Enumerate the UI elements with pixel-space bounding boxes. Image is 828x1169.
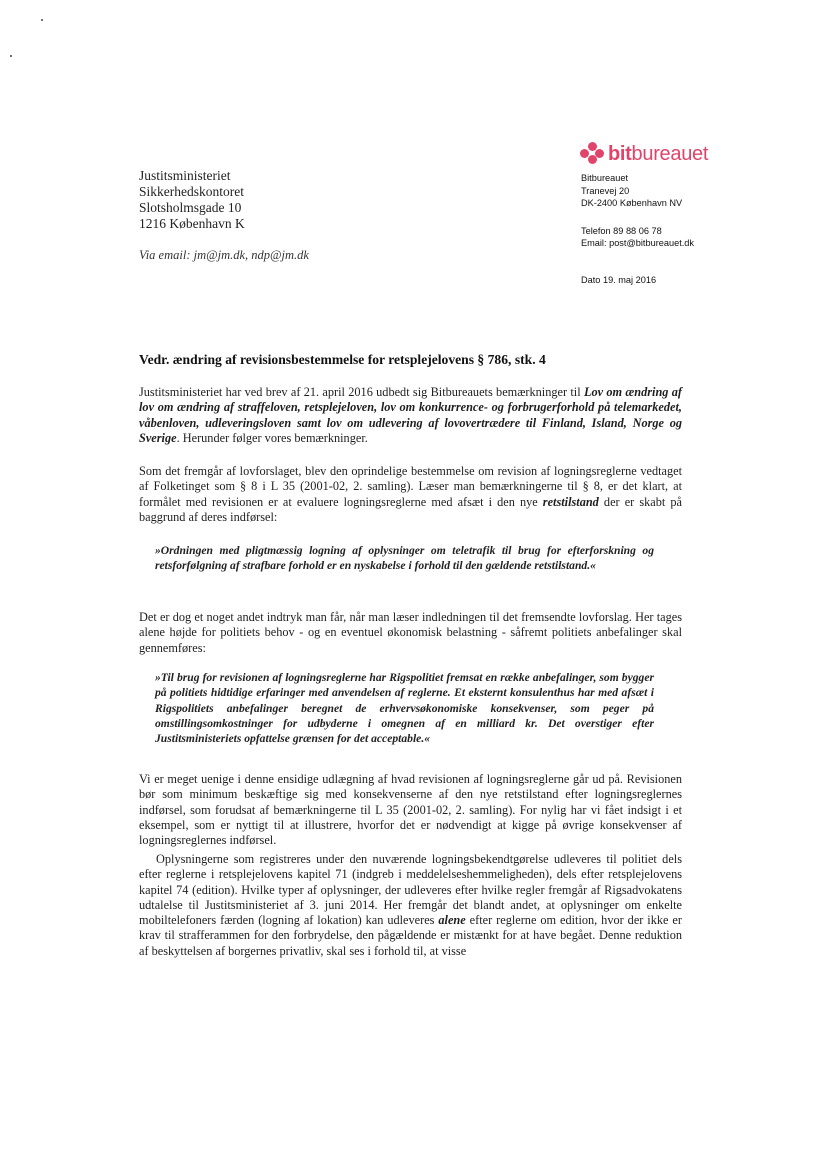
quote-1: »Ordningen med pligtmæssig logning af oplysninger om teletrafik til brug for efterforskning og retsforfølgning af strafbare forhold er en nyskabelse i forhold til den gældende retstilstand.« <box>155 544 654 573</box>
scan-speck <box>41 19 43 21</box>
sender-street: Tranevej 20 <box>581 185 630 196</box>
recipient-line: Sikkerhedskontoret <box>139 184 244 199</box>
sender-email: Email: post@bitbureauet.dk <box>581 238 694 249</box>
sender-name: Bitbureauet <box>581 173 628 183</box>
paragraph-2: Som det fremgår af lovforslaget, blev den oprindelige bestemmelse om revision af logningsreglerne vedtaget af Folketinget som § 8 i L 35 (2001-02, 2. samling). Læser man bemærkningerne til § 8, er det klart, at formålet med revisionen er at evaluere logningsreglerne med afsæt i den nye retstilstand der er skabt på baggrund af deres indførsel: <box>139 464 682 524</box>
paragraph-4: Vi er meget uenige i denne ensidige udlægning af hvad revisionen af logningsreglerne går ud på. Revisionen bør som minimum beskæftige sig med konsekvenserne af den nye retstilstand efter logningsreglernes indførsel, som forudsat af bemærkningerne til L 35 (2001-02, 2. samling). For nylig har vi fået indsigt i et eksempel, som er nyttigt til at illustrere, hvorfor det er nødvendigt at kigge på øvrige konsekvenser af logningsreglernes indførsel. <box>139 772 682 848</box>
sender-city: DK-2400 København NV <box>581 198 683 209</box>
recipient-line: 1216 København K <box>139 216 245 231</box>
letter-heading: Vedr. ændring af revisionsbestemmelse for retsplejelovens § 786, stk. 4 <box>139 352 546 367</box>
letter-date: Dato 19. maj 2016 <box>581 275 657 285</box>
paragraph-3: Det er dog et noget andet indtryk man får, når man læser indledningen til det fremsendte lovforslag. Her tages alene højde for politiets behov - og en eventuel økonomisk belastning - såfremt politiets anbefalinger skal gennemføres: <box>139 610 682 655</box>
scan-speck <box>10 55 12 57</box>
paragraph-5: Oplysningerne som registreres under den nuværende logningsbekendtgørelse udleveres til politiet dels efter reglerne i retsplejelovens kapitel 71 (indgreb i meddelelseshemmeligheden), dels efter retsplejelovens kapitel 74 (edition). Hvilke typer af oplysninger, der udleveres efter hvilke regler fremgår af Rigsadvokatens udtalelse til Justitsministeriet af 3. juni 2014. Her fremgår det blandt andet, at oplysninger om enkelte mobiltelefoners færden (logning af lokation) kan udleveres alene efter reglerne om edition, hvor der ikke er krav til strafferammen for den forbrydelse, den pågældende er mistænkt for at have begået. Denne reduktion af beskyttelsen af borgernes privatliv, skal ses i forhold til, at visse <box>139 852 682 958</box>
logo-dots-icon <box>580 142 604 166</box>
quote-2: »Til brug for revisionen af logningsreglerne har Rigspolitiet fremsat en række anbefalinger, som bygger på politiets hidtidige erfaringer med anvendelsen af reglerne. Et eksternt konsulenthus har med afsæt i Rigspolitiets anbefalinger beregnet de erhvervsøkonomiske konsekvenser, som peger på omstillingsomkostninger for udbyderne i omegnen af en milliard kr. Det overstiger efter Justitsministeriets opfattelse grænsen for det acceptable.« <box>155 671 654 746</box>
recipient-address <box>139 168 439 232</box>
via-email: Via email: jm@jm.dk, ndp@jm.dk <box>139 248 309 262</box>
sender-phone: Telefon 89 88 06 78 <box>581 225 662 236</box>
sender-info <box>581 172 694 250</box>
paragraph-1: Justitsministeriet har ved brev af 21. april 2016 udbedt sig Bitbureauets bemærkninger til Lov om ændring af lov om ændring af straffeloven, retsplejeloven, lov om konkurrence- og forbrugerforhold på telemarkedet, våbenloven, udleveringsloven samt lov om udlevering af lovovertrædere til Finland, Island, Norge og Sverige. Herunder følger vores bemærkninger. <box>139 385 683 445</box>
logo-wordmark: bitbureauet <box>608 142 709 165</box>
recipient-line: Justitsministeriet <box>139 168 231 183</box>
recipient-line: Slotsholmsgade 10 <box>139 200 242 215</box>
bitbureauet-logo <box>580 142 708 166</box>
